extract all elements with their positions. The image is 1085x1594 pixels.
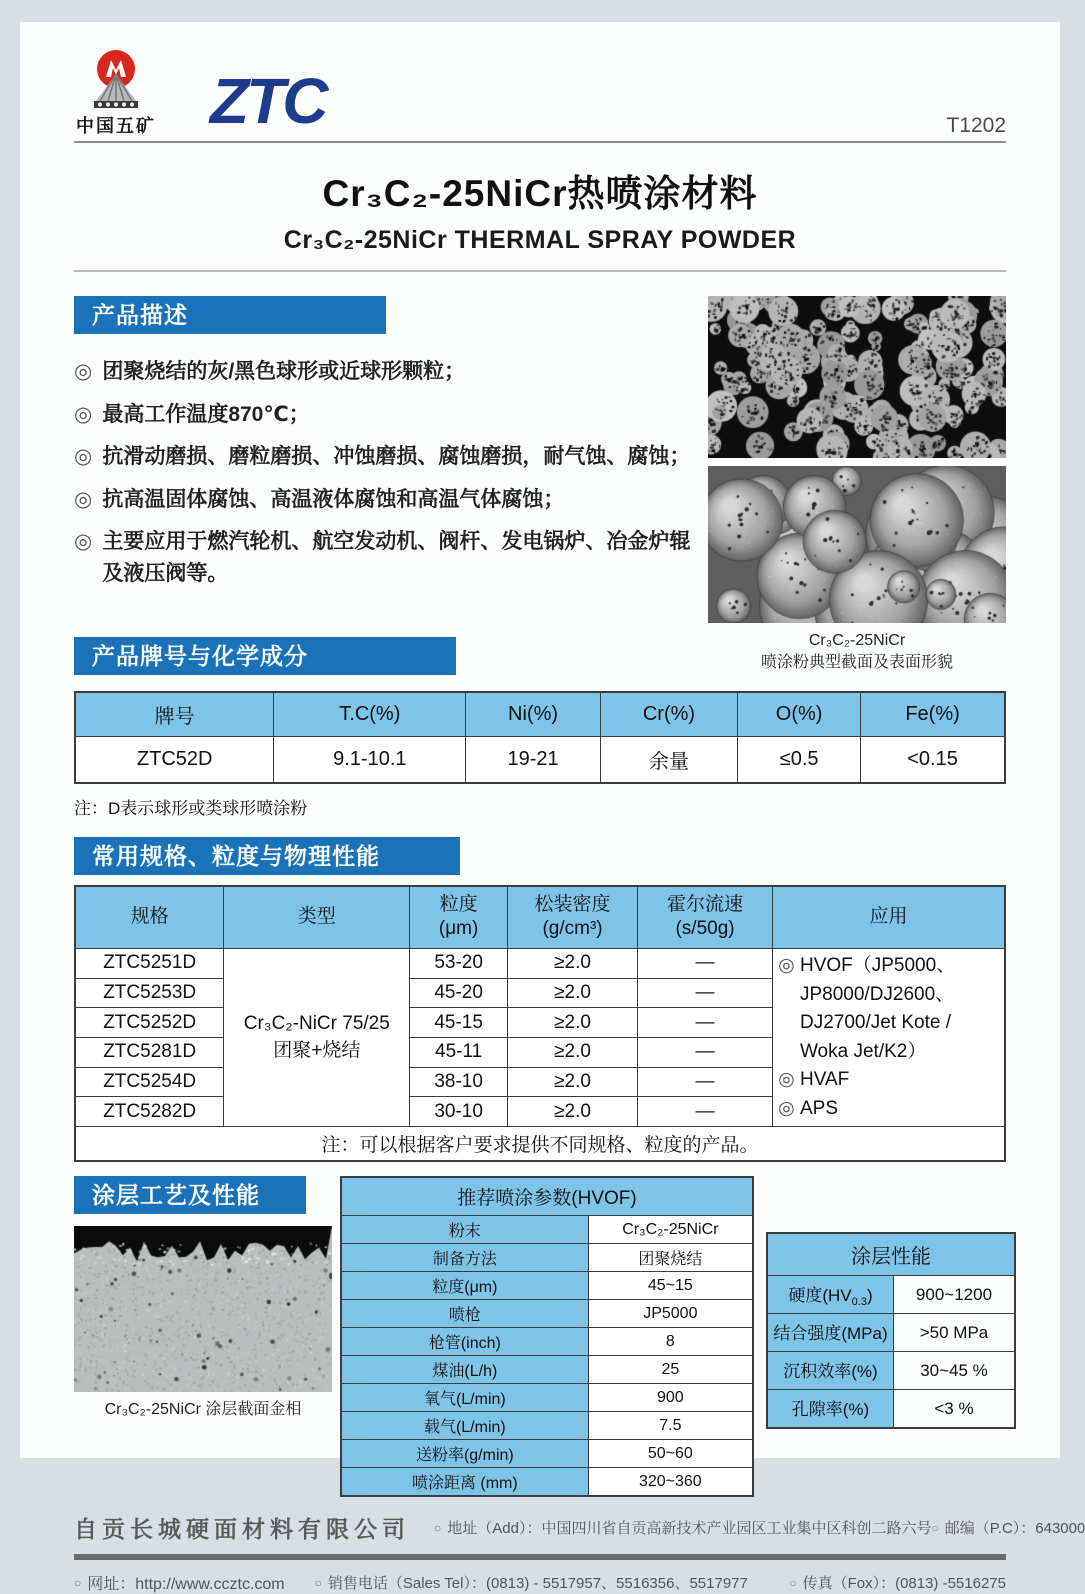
circle-bullet-icon: ○ <box>434 1520 442 1535</box>
perf-value: <3 % <box>893 1390 1015 1429</box>
section-heading-description: 产品描述 <box>74 296 386 334</box>
table-row <box>767 1314 1015 1352</box>
coating-right-column <box>766 1232 1016 1497</box>
page-title-en: Cr₃C₂-25NiCr THERMAL SPRAY POWDER <box>283 226 797 254</box>
bullseye-bullet-icon: ◎ <box>74 487 93 511</box>
column-header: T.C(%) <box>274 692 466 737</box>
cell-hall-flow: — <box>638 1038 773 1068</box>
minmetals-logo <box>74 48 158 138</box>
composition-note: 注：D表示球形或类球形喷涂粉 <box>74 798 308 818</box>
cell-size: 45-11 <box>410 1038 508 1068</box>
table-row <box>767 1276 1015 1314</box>
cell-density: ≥2.0 <box>507 949 637 979</box>
bullet-spacer <box>773 981 800 1010</box>
bullseye-bullet-icon: ◎ <box>74 530 93 553</box>
composition-table <box>74 691 1006 784</box>
cell-density: ≥2.0 <box>507 1038 637 1068</box>
application-line: DJ2700/Jet Kote / <box>773 1009 1004 1038</box>
column-header: 牌号 <box>75 692 274 737</box>
table-row <box>75 949 1005 979</box>
table-header-row <box>75 886 1005 949</box>
column-header: 粒度 (μm) <box>410 886 508 949</box>
cell-grade: ZTC5252D <box>75 1008 224 1038</box>
coating-performance-table <box>766 1232 1016 1429</box>
cell-hall-flow: — <box>638 1067 773 1097</box>
cell-size: 30-10 <box>410 1097 508 1127</box>
cell-tc: 9.1-10.1 <box>274 736 466 783</box>
application-line: ◎ HVOF（JP5000、 <box>773 952 1004 981</box>
footer-divider-bar <box>74 1554 1006 1560</box>
column-header: 类型 <box>224 886 410 949</box>
list-item <box>74 399 694 431</box>
section-heading-composition: 产品牌号与化学成分 <box>74 637 456 675</box>
performance-table-title: 涂层性能 <box>767 1233 1015 1276</box>
fax-item: ○ 传真（Fox）：(0813) -5516275 <box>789 1575 1006 1593</box>
list-item <box>74 484 694 516</box>
bullseye-bullet-icon: ◎ <box>778 955 795 977</box>
table-row <box>767 1390 1015 1429</box>
cell-size: 53-20 <box>410 949 508 979</box>
cell-grade: ZTC5254D <box>75 1067 224 1097</box>
table-row: 喷涂距离 (mm) 320~360 <box>341 1468 753 1497</box>
perf-label: 硬度$(HV_{0.3})$ <box>767 1276 893 1314</box>
perf-value: 900~1200 <box>893 1276 1015 1314</box>
column-header: O(%) <box>738 692 861 737</box>
table-row: 枪管(inch) 8 <box>341 1328 753 1356</box>
table-row: 载气(L/min) 7.5 <box>341 1412 753 1440</box>
table-row: 粒度(μm) 45~15 <box>341 1272 753 1300</box>
address-item: ○ 地址（Add）：中国四川省自贡高新技术产业园区工业集中区科创二路六号 <box>434 1520 932 1538</box>
table-note-row <box>75 1127 1005 1162</box>
cell-size: 45-15 <box>410 1008 508 1038</box>
coating-figure-caption: Cr₃C₂-25NiCr 涂层截面金相 <box>104 1401 302 1419</box>
cell-hall-flow: — <box>638 1008 773 1038</box>
bullet-text: 抗高温固体腐蚀、高温液体腐蚀和高温气体腐蚀； <box>102 487 565 511</box>
page-title-cn: Cr₃C₂-25NiCr热喷涂材料 <box>322 173 758 214</box>
cell-cr: 余量 <box>600 736 737 783</box>
cell-grade: ZTC5253D <box>75 978 224 1008</box>
company-name: 自贡长城硬面材料有限公司 <box>74 1516 410 1543</box>
footer-line-2 <box>74 1571 1006 1594</box>
figure-column <box>708 296 1006 675</box>
circle-bullet-icon: ○ <box>931 1520 939 1535</box>
ztc-logo: ZTC <box>210 64 326 137</box>
hvof-table-title: 推荐喷涂参数(HVOF) <box>341 1177 753 1216</box>
table-row: 粉末 Cr₃C₂-25NiCr <box>341 1216 753 1244</box>
list-item <box>74 526 694 589</box>
powder-surface-image <box>708 466 1006 623</box>
section-heading-coating: 涂层工艺及性能 <box>74 1176 306 1214</box>
table-row: 喷枪 JP5000 <box>341 1300 753 1328</box>
description-bullets <box>74 356 694 600</box>
perf-value: >50 MPa <box>893 1314 1015 1352</box>
cell-grade: ZTC52D <box>75 736 274 783</box>
cell-density: ≥2.0 <box>507 978 637 1008</box>
cell-density: ≥2.0 <box>507 1097 637 1127</box>
perf-label: 孔隙率(%) <box>767 1390 893 1429</box>
table-row <box>767 1352 1015 1390</box>
hvof-parameters-table <box>340 1176 754 1497</box>
perf-label: 结合强度(MPa) <box>767 1314 893 1352</box>
doc-code: T1202 <box>946 114 1006 137</box>
table-row: 煤油(L/h) 25 <box>341 1356 753 1384</box>
circle-bullet-icon: ○ <box>789 1575 797 1590</box>
title-divider <box>74 270 1006 272</box>
bullseye-bullet-icon: ◎ <box>778 1097 795 1119</box>
section-heading-specs: 常用规格、粒度与物理性能 <box>74 837 460 875</box>
coating-center-column <box>340 1176 754 1497</box>
header <box>74 22 1006 143</box>
table-row: 氧气(L/min) 900 <box>341 1384 753 1412</box>
bullet-text: 最高工作温度870℃； <box>102 402 310 426</box>
coating-cross-section-image <box>74 1226 332 1392</box>
specs-note: 注：可以根据客户要求提供不同规格、粒度的产品。 <box>75 1127 1005 1162</box>
bullseye-bullet-icon: ◎ <box>778 1069 795 1091</box>
perf-label: 沉积效率(%) <box>767 1352 893 1390</box>
column-header: 松装密度 (g/cm³) <box>507 886 637 949</box>
list-item <box>74 356 694 388</box>
cell-density: ≥2.0 <box>507 1008 637 1038</box>
application-line: Woka Jet/K2） <box>773 1038 1004 1067</box>
page <box>20 22 1085 1594</box>
footer <box>74 1511 1085 1594</box>
cell-hall-flow: — <box>638 949 773 979</box>
application-line: ◎ HVAF <box>773 1066 1004 1095</box>
table-row: 送粉率(g/min) 50~60 <box>341 1440 753 1468</box>
cell-density: ≥2.0 <box>507 1067 637 1097</box>
column-header: Cr(%) <box>600 692 737 737</box>
cell-applications <box>772 949 1005 1127</box>
application-line: ◎ APS <box>773 1095 1004 1124</box>
table-row <box>75 736 1005 783</box>
bullet-spacer <box>773 1038 800 1067</box>
caption-line: Cr₃C₂-25NiCr <box>808 632 906 649</box>
website-item: ○ 网址：http://www.ccztc.com <box>74 1575 285 1594</box>
column-header: 规格 <box>75 886 224 949</box>
bullet-text: 主要应用于燃汽轮机、航空发动机、阀杆、发电锅炉、冶金炉辊及液压阀等。 <box>102 530 691 585</box>
table-title-row <box>341 1177 753 1216</box>
cell-ni: 19-21 <box>466 736 601 783</box>
footer-line-1 <box>74 1511 1085 1544</box>
powder-cross-section-image <box>708 296 1006 458</box>
bullseye-bullet-icon: ◎ <box>74 360 93 383</box>
column-header: 应用 <box>772 886 1005 949</box>
column-header: Ni(%) <box>466 692 601 737</box>
cell-size: 45-20 <box>410 978 508 1008</box>
coating-section <box>74 1176 1006 1497</box>
bullet-spacer <box>773 1009 800 1038</box>
cell-o: ≤0.5 <box>738 736 861 783</box>
specs-table <box>74 885 1006 1162</box>
column-header: Fe(%) <box>861 692 1005 737</box>
cell-size: 38-10 <box>410 1067 508 1097</box>
caption-line: 喷涂粉典型截面及表面形貌 <box>760 654 953 672</box>
perf-value: 30~45 % <box>893 1352 1015 1390</box>
description-section <box>74 296 1006 675</box>
minmetals-emblem-icon <box>84 48 148 110</box>
circle-bullet-icon: ○ <box>74 1575 82 1590</box>
powder-figure-caption <box>708 630 1006 675</box>
brand-name-cn: 中国五矿 <box>76 116 156 136</box>
cell-grade: ZTC5282D <box>75 1097 224 1127</box>
bullet-text: 抗滑动磨损、磨粒磨损、冲蚀磨损、腐蚀磨损，耐气蚀、腐蚀； <box>102 445 691 468</box>
bullseye-bullet-icon: ◎ <box>74 402 93 426</box>
description-column <box>74 296 708 675</box>
table-row: 制备方法 团聚烧结 <box>341 1244 753 1272</box>
column-header: 霍尔流速 (s/50g) <box>638 886 773 949</box>
coating-left-column <box>74 1176 332 1497</box>
table-header-row <box>75 692 1005 737</box>
table-title-row <box>767 1233 1015 1276</box>
sales-tel-item: ○ 销售电话（Sales Tel）：(0813) - 5517957、5516356、5517977 <box>314 1575 748 1593</box>
bullet-text: 团聚烧结的灰/黑色球形或近球形颗粒； <box>102 360 466 383</box>
cell-grade: ZTC5251D <box>75 949 224 979</box>
cell-hall-flow: — <box>638 978 773 1008</box>
application-line: JP8000/DJ2600、 <box>773 981 1004 1010</box>
circle-bullet-icon: ○ <box>314 1575 322 1590</box>
cell-grade: ZTC5281D <box>75 1038 224 1068</box>
cell-hall-flow: — <box>638 1097 773 1127</box>
cell-type: Cr₃C₂-NiCr 75/25 团聚+烧结 <box>224 949 410 1127</box>
postcode-item: ○ 邮编（P.C）：643000 <box>931 1520 1085 1538</box>
cell-fe: <0.15 <box>861 736 1005 783</box>
bullseye-bullet-icon: ◎ <box>74 445 93 468</box>
list-item <box>74 441 694 473</box>
